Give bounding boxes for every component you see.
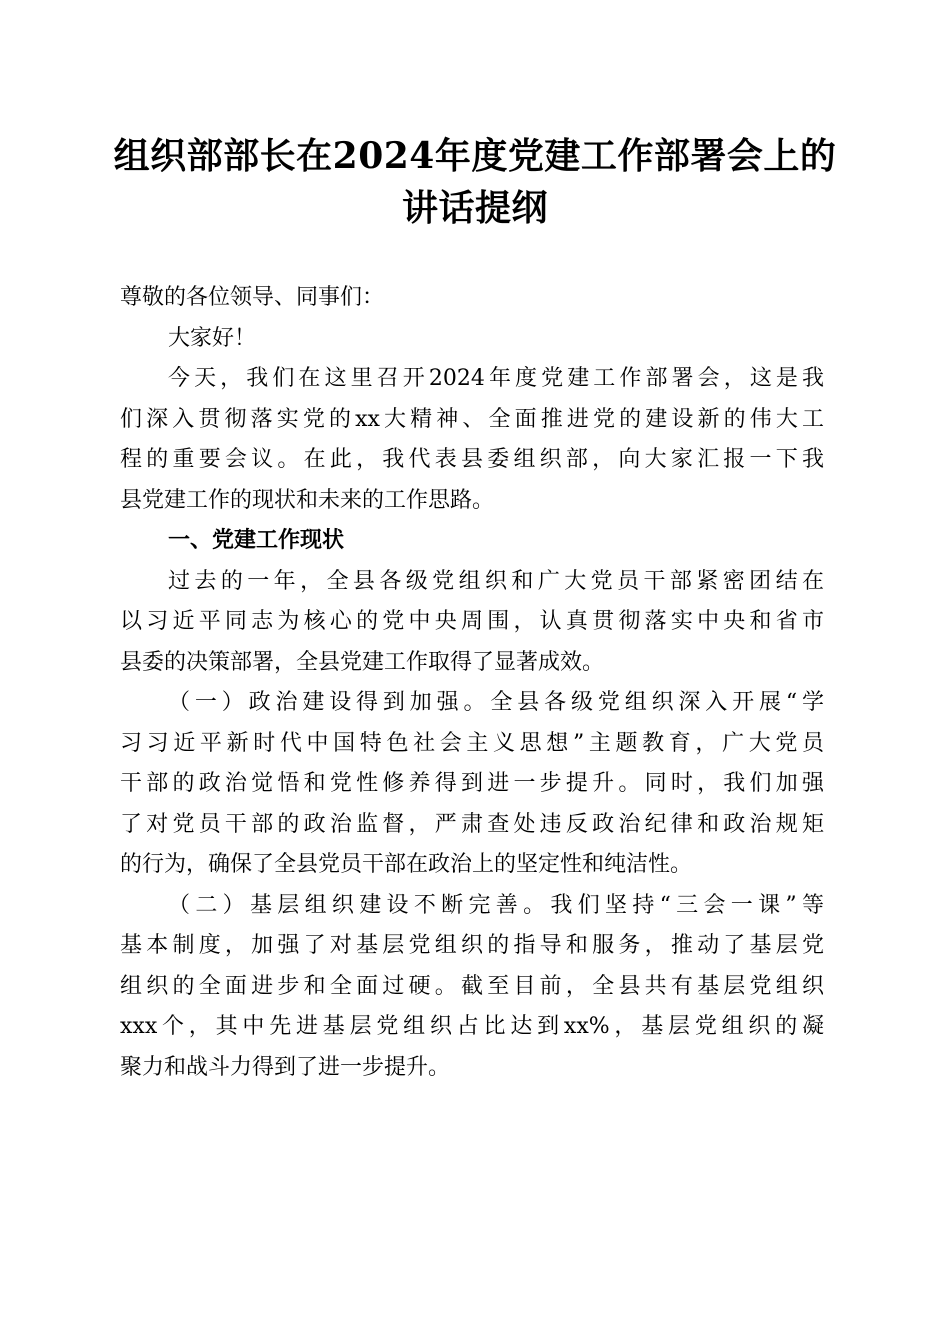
paragraph-line: 聚力和战斗力得到了进一步提升。 xyxy=(120,1054,451,1080)
title-line-2: 讲话提纲 xyxy=(401,187,548,229)
item1-paragraph xyxy=(120,683,824,886)
document-body xyxy=(120,278,824,1088)
paragraph-line: 的行为，确保了全县党员干部在政治上的坚定性和纯洁性。 xyxy=(120,852,693,877)
paragraph-line: （二）基层组织建设不断完善。我们坚持“三会一课”等 xyxy=(168,892,824,918)
title-line-1: 组织部部长在2024年度党建工作部署会上的 xyxy=(113,135,837,177)
paragraph-line: 今天，我们在这里召开2024年度党建工作部署会，这是我 xyxy=(168,366,824,391)
section1-paragraph xyxy=(120,562,824,684)
paragraph-line: 习习近平新时代中国特色社会主义思想”主题教育，广大党员 xyxy=(120,730,824,756)
paragraph-line: 们深入贯彻落实党的xx大精神、全面推进党的建设新的伟大工 xyxy=(120,406,824,432)
paragraph-line: 组织的全面进步和全面过硬。截至目前，全县共有基层党组织 xyxy=(120,973,824,999)
document-title xyxy=(110,130,840,234)
salutation: 尊敬的各位领导、同事们： xyxy=(120,285,385,310)
greeting: 大家好！ xyxy=(168,325,257,351)
paragraph-line: 过去的一年，全县各级党组织和广大党员干部紧密团结在 xyxy=(168,568,824,594)
paragraph-line: 县委的决策部署，全县党建工作取得了显著成效。 xyxy=(120,649,605,675)
paragraph-line: xxx个，其中先进基层党组织占比达到xx%，基层党组织的凝 xyxy=(120,1014,824,1039)
paragraph-line: 了对党员干部的政治监督，严肃查处违反政治纪律和政治规矩 xyxy=(120,811,824,837)
paragraph-line: （一）政治建设得到加强。全县各级党组织深入开展“学 xyxy=(168,690,824,715)
section-heading: 一、党建工作现状 xyxy=(168,528,345,553)
paragraph-line: 干部的政治觉悟和党性修养得到进一步提升。同时，我们加强 xyxy=(120,771,824,796)
paragraph-line: 以习近平同志为核心的党中央周围，认真贯彻落实中央和省市 xyxy=(120,609,824,634)
paragraph-line: 县党建工作的现状和未来的工作思路。 xyxy=(120,487,495,513)
paragraph-line: 程的重要会议。在此，我代表县委组织部，向大家汇报一下我 xyxy=(120,447,824,472)
intro-paragraph xyxy=(120,359,824,521)
item2-paragraph xyxy=(120,886,824,1089)
paragraph-line: 基本制度，加强了对基层党组织的指导和服务，推动了基层党 xyxy=(120,933,824,958)
